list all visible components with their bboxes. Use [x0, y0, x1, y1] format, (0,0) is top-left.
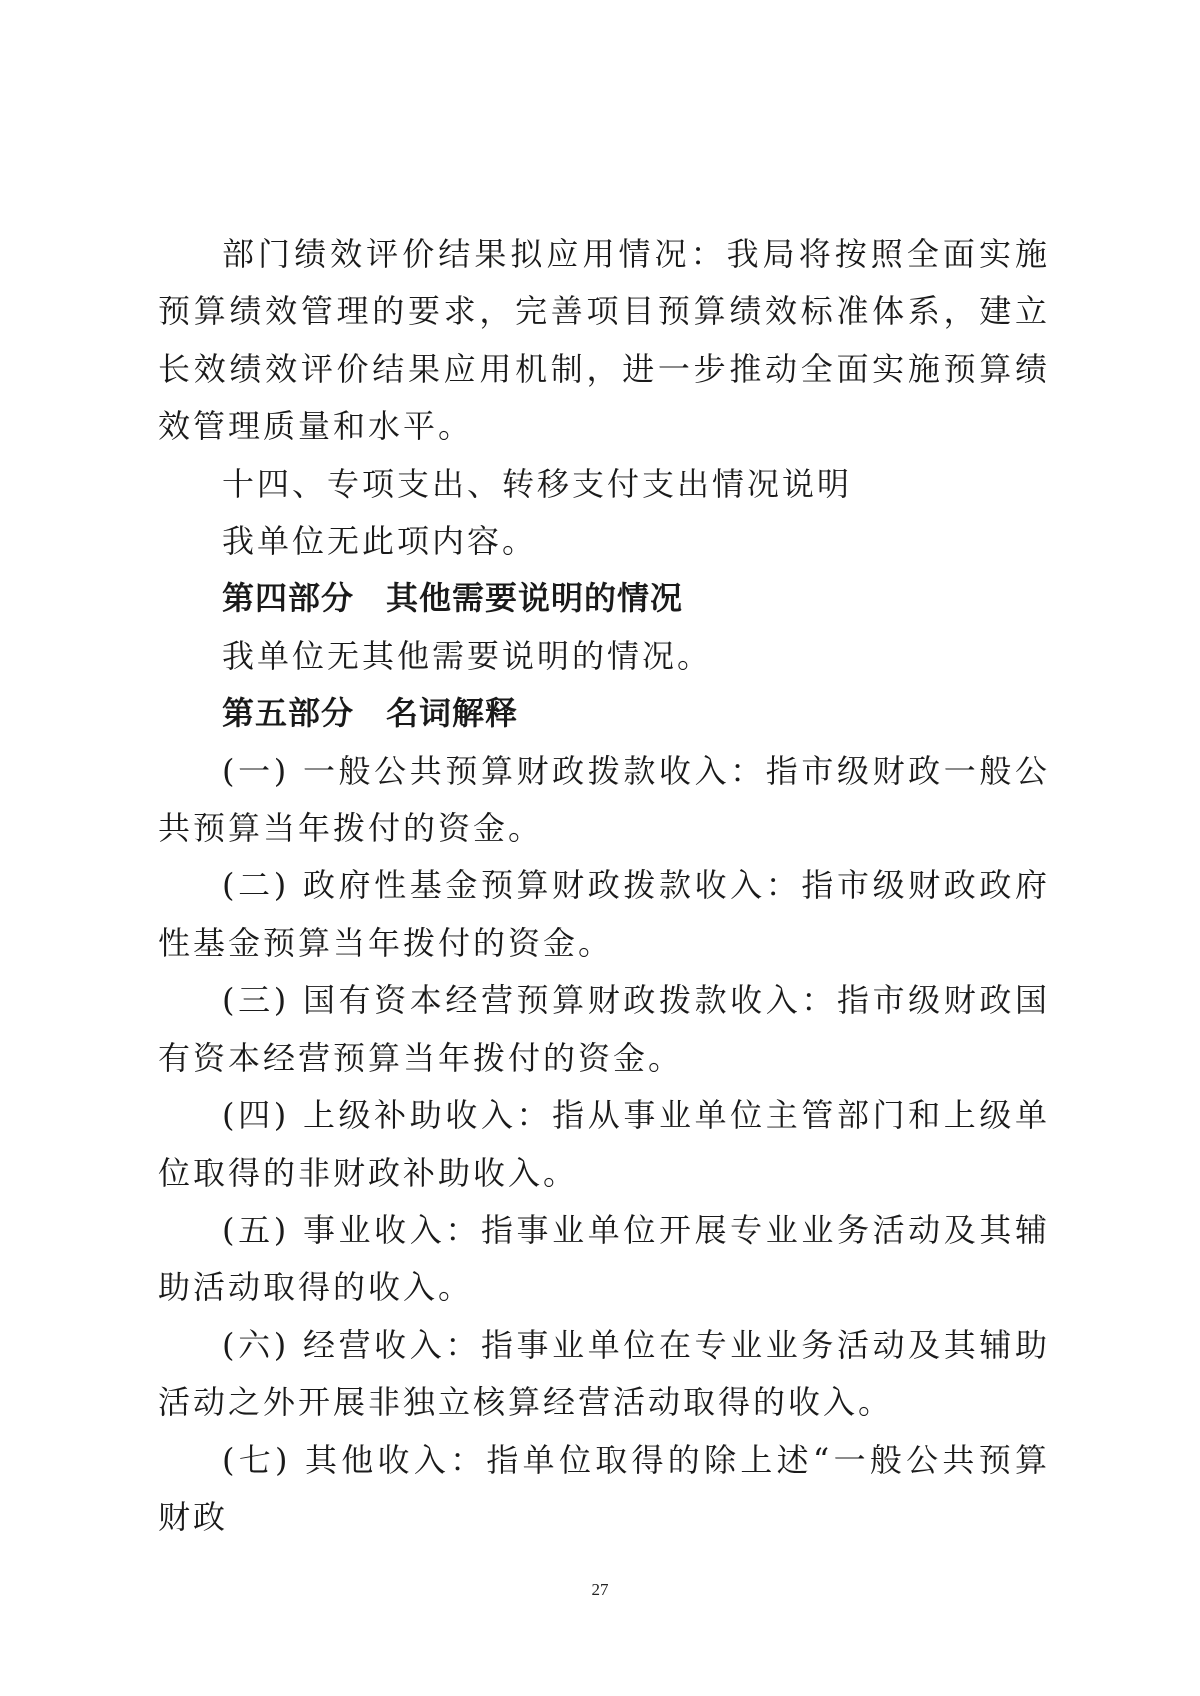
definition-4: (四) 上级补助收入：指从事业单位主管部门和上级单位取得的非财政补助收入。 [158, 1096, 1050, 1192]
definition-2: (二) 政府性基金预算财政拨款收入：指市级财政政府性基金预算当年拨付的资金。 [158, 866, 1050, 962]
part-5-heading [158, 685, 1050, 742]
definition-1: (一) 一般公共预算财政拨款收入：指市级财政一般公共预算当年拨付的资金。 [158, 751, 1050, 848]
performance-application-paragraph: 部门绩效评价结果拟应用情况：我局将按照全面实施预算绩效管理的要求，完善项目预算绩效标准体系，建立长效绩效评价结果应用机制，进一步推动全面实施预算绩效管理质量和水平。 [158, 235, 1050, 446]
part-4-heading [158, 570, 1050, 627]
definition-3: (三) 国有资本经营预算财政拨款收入：指市级财政国有资本经营预算当年拨付的资金。 [158, 981, 1050, 1077]
part-4-number: 第四部分 [222, 579, 355, 618]
part-5-title: 名词解释 [386, 694, 519, 733]
part-5-number: 第五部分 [222, 694, 355, 733]
definition-7: (七) 其他收入：指单位取得的除上述“一般公共预算财政 [158, 1440, 1050, 1536]
part-4-text: 我单位无其他需要说明的情况。 [222, 636, 713, 675]
section-14-text: 我单位无此项内容。 [222, 522, 538, 561]
definition-6: (六) 经营收入：指事业单位在专业业务活动及其辅助活动之外开展非独立核算经营活动取得的收入。 [158, 1325, 1050, 1422]
page-number: 27 [591, 1580, 609, 1599]
section-14-heading: 十四、专项支出、转移支付支出情况说明 [222, 464, 853, 503]
definition-5: (五) 事业收入：指事业单位开展专业业务活动及其辅助活动取得的收入。 [158, 1210, 1050, 1307]
document-body [158, 226, 1050, 1546]
part-4-title: 其他需要说明的情况 [386, 579, 684, 618]
